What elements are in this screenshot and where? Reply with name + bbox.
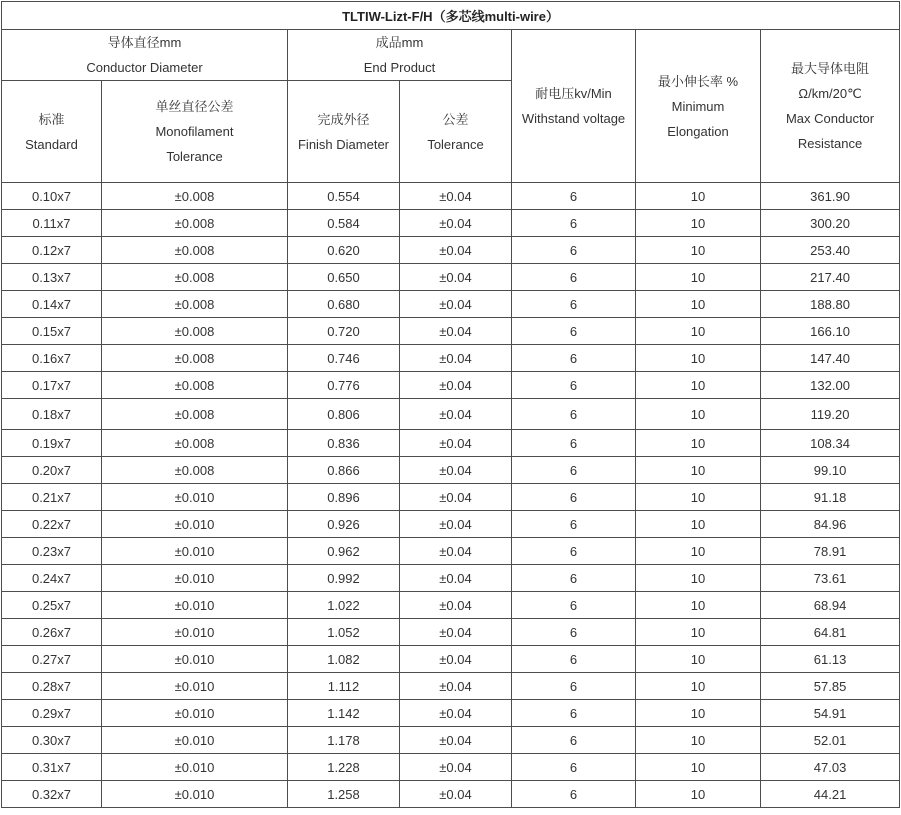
cell-standard: 0.30x7 xyxy=(2,727,102,754)
table-row xyxy=(2,399,900,430)
cell-finish-diameter: 1.082 xyxy=(288,646,400,673)
cell-tolerance: ±0.04 xyxy=(400,565,512,592)
cell-finish-diameter: 0.720 xyxy=(288,318,400,345)
cell-withstand-voltage: 6 xyxy=(512,646,636,673)
cell-withstand-voltage: 6 xyxy=(512,781,636,808)
cell-min-elongation: 10 xyxy=(636,484,761,511)
cell-monofilament-tolerance: ±0.010 xyxy=(102,646,288,673)
cell-finish-diameter: 1.258 xyxy=(288,781,400,808)
cell-finish-diameter: 1.112 xyxy=(288,673,400,700)
header-standard: 标准 Standard xyxy=(2,81,102,183)
header-end-product: 成品mm End Product xyxy=(288,30,512,81)
cell-tolerance: ±0.04 xyxy=(400,399,512,430)
cell-min-elongation: 10 xyxy=(636,673,761,700)
table-row xyxy=(2,673,900,700)
cell-max-resistance: 99.10 xyxy=(761,457,900,484)
cell-finish-diameter: 0.620 xyxy=(288,237,400,264)
table-row xyxy=(2,727,900,754)
cell-monofilament-tolerance: ±0.010 xyxy=(102,754,288,781)
cell-finish-diameter: 0.806 xyxy=(288,399,400,430)
cell-standard: 0.19x7 xyxy=(2,430,102,457)
cell-withstand-voltage: 6 xyxy=(512,673,636,700)
cell-min-elongation: 10 xyxy=(636,399,761,430)
cell-standard: 0.14x7 xyxy=(2,291,102,318)
cell-monofilament-tolerance: ±0.008 xyxy=(102,183,288,210)
table-row xyxy=(2,264,900,291)
cell-standard: 0.31x7 xyxy=(2,754,102,781)
table-body xyxy=(2,183,900,808)
cell-max-resistance: 78.91 xyxy=(761,538,900,565)
cell-standard: 0.15x7 xyxy=(2,318,102,345)
cell-finish-diameter: 1.178 xyxy=(288,727,400,754)
cell-monofilament-tolerance: ±0.008 xyxy=(102,457,288,484)
table-row xyxy=(2,700,900,727)
cell-min-elongation: 10 xyxy=(636,619,761,646)
cell-monofilament-tolerance: ±0.008 xyxy=(102,318,288,345)
cell-monofilament-tolerance: ±0.008 xyxy=(102,291,288,318)
cell-min-elongation: 10 xyxy=(636,318,761,345)
cell-finish-diameter: 1.142 xyxy=(288,700,400,727)
cell-finish-diameter: 1.022 xyxy=(288,592,400,619)
cell-standard: 0.24x7 xyxy=(2,565,102,592)
header-monofilament-tolerance: 单丝直径公差 Monofilament Tolerance xyxy=(102,81,288,183)
cell-max-resistance: 119.20 xyxy=(761,399,900,430)
cell-standard: 0.16x7 xyxy=(2,345,102,372)
cell-max-resistance: 166.10 xyxy=(761,318,900,345)
table-row xyxy=(2,318,900,345)
cell-standard: 0.18x7 xyxy=(2,399,102,430)
cell-tolerance: ±0.04 xyxy=(400,592,512,619)
cell-tolerance: ±0.04 xyxy=(400,372,512,399)
cell-monofilament-tolerance: ±0.010 xyxy=(102,565,288,592)
table-row xyxy=(2,565,900,592)
cell-standard: 0.13x7 xyxy=(2,264,102,291)
cell-tolerance: ±0.04 xyxy=(400,646,512,673)
cell-standard: 0.17x7 xyxy=(2,372,102,399)
cell-max-resistance: 188.80 xyxy=(761,291,900,318)
cell-withstand-voltage: 6 xyxy=(512,565,636,592)
cell-tolerance: ±0.04 xyxy=(400,673,512,700)
cell-finish-diameter: 0.746 xyxy=(288,345,400,372)
cell-withstand-voltage: 6 xyxy=(512,619,636,646)
cell-min-elongation: 10 xyxy=(636,457,761,484)
cell-monofilament-tolerance: ±0.008 xyxy=(102,345,288,372)
cell-monofilament-tolerance: ±0.010 xyxy=(102,484,288,511)
cell-min-elongation: 10 xyxy=(636,700,761,727)
cell-standard: 0.25x7 xyxy=(2,592,102,619)
table-row xyxy=(2,430,900,457)
header-finish-diameter: 完成外径 Finish Diameter xyxy=(288,81,400,183)
cell-withstand-voltage: 6 xyxy=(512,345,636,372)
cell-max-resistance: 47.03 xyxy=(761,754,900,781)
cell-min-elongation: 10 xyxy=(636,781,761,808)
table-row xyxy=(2,457,900,484)
cell-max-resistance: 132.00 xyxy=(761,372,900,399)
cell-withstand-voltage: 6 xyxy=(512,372,636,399)
cell-tolerance: ±0.04 xyxy=(400,210,512,237)
cell-tolerance: ±0.04 xyxy=(400,538,512,565)
cell-min-elongation: 10 xyxy=(636,511,761,538)
cell-monofilament-tolerance: ±0.008 xyxy=(102,210,288,237)
cell-tolerance: ±0.04 xyxy=(400,183,512,210)
cell-monofilament-tolerance: ±0.008 xyxy=(102,372,288,399)
cell-min-elongation: 10 xyxy=(636,565,761,592)
cell-max-resistance: 108.34 xyxy=(761,430,900,457)
cell-finish-diameter: 1.228 xyxy=(288,754,400,781)
header-withstand-voltage: 耐电压kv/Min Withstand voltage xyxy=(512,30,636,183)
cell-monofilament-tolerance: ±0.010 xyxy=(102,673,288,700)
cell-max-resistance: 84.96 xyxy=(761,511,900,538)
cell-standard: 0.12x7 xyxy=(2,237,102,264)
table-row xyxy=(2,754,900,781)
cell-withstand-voltage: 6 xyxy=(512,484,636,511)
cell-monofilament-tolerance: ±0.008 xyxy=(102,430,288,457)
cell-finish-diameter: 0.866 xyxy=(288,457,400,484)
cell-standard: 0.20x7 xyxy=(2,457,102,484)
cell-tolerance: ±0.04 xyxy=(400,484,512,511)
cell-finish-diameter: 0.584 xyxy=(288,210,400,237)
table-row xyxy=(2,183,900,210)
cell-max-resistance: 54.91 xyxy=(761,700,900,727)
cell-monofilament-tolerance: ±0.010 xyxy=(102,700,288,727)
table-row xyxy=(2,372,900,399)
cell-max-resistance: 64.81 xyxy=(761,619,900,646)
header-conductor-diameter: 导体直径mm Conductor Diameter xyxy=(2,30,288,81)
table-row xyxy=(2,484,900,511)
table-row xyxy=(2,592,900,619)
cell-withstand-voltage: 6 xyxy=(512,237,636,264)
cell-standard: 0.10x7 xyxy=(2,183,102,210)
cell-tolerance: ±0.04 xyxy=(400,754,512,781)
table-row xyxy=(2,210,900,237)
cell-min-elongation: 10 xyxy=(636,237,761,264)
header-max-resistance: 最大导体电阻 Ω/km/20℃ Max Conductor Resistance xyxy=(761,30,900,183)
table-row xyxy=(2,237,900,264)
cell-standard: 0.32x7 xyxy=(2,781,102,808)
cell-monofilament-tolerance: ±0.010 xyxy=(102,511,288,538)
cell-monofilament-tolerance: ±0.010 xyxy=(102,781,288,808)
cell-standard: 0.27x7 xyxy=(2,646,102,673)
cell-min-elongation: 10 xyxy=(636,430,761,457)
cell-max-resistance: 300.20 xyxy=(761,210,900,237)
cell-standard: 0.29x7 xyxy=(2,700,102,727)
cell-withstand-voltage: 6 xyxy=(512,399,636,430)
cell-max-resistance: 253.40 xyxy=(761,237,900,264)
cell-monofilament-tolerance: ±0.008 xyxy=(102,399,288,430)
table-row xyxy=(2,511,900,538)
cell-min-elongation: 10 xyxy=(636,646,761,673)
cell-finish-diameter: 0.650 xyxy=(288,264,400,291)
cell-withstand-voltage: 6 xyxy=(512,592,636,619)
cell-finish-diameter: 0.896 xyxy=(288,484,400,511)
cell-withstand-voltage: 6 xyxy=(512,511,636,538)
cell-withstand-voltage: 6 xyxy=(512,210,636,237)
cell-finish-diameter: 0.554 xyxy=(288,183,400,210)
cell-monofilament-tolerance: ±0.008 xyxy=(102,237,288,264)
cell-tolerance: ±0.04 xyxy=(400,727,512,754)
cell-max-resistance: 52.01 xyxy=(761,727,900,754)
cell-standard: 0.21x7 xyxy=(2,484,102,511)
cell-monofilament-tolerance: ±0.010 xyxy=(102,592,288,619)
cell-standard: 0.28x7 xyxy=(2,673,102,700)
cell-tolerance: ±0.04 xyxy=(400,511,512,538)
cell-min-elongation: 10 xyxy=(636,727,761,754)
cell-min-elongation: 10 xyxy=(636,538,761,565)
table-title: TLTIW-Lizt-F/H（多芯线multi-wire） xyxy=(2,2,900,30)
cell-max-resistance: 57.85 xyxy=(761,673,900,700)
cell-monofilament-tolerance: ±0.010 xyxy=(102,727,288,754)
table-row xyxy=(2,781,900,808)
cell-finish-diameter: 1.052 xyxy=(288,619,400,646)
cell-tolerance: ±0.04 xyxy=(400,237,512,264)
header-min-elongation: 最小伸长率 % Minimum Elongation xyxy=(636,30,761,183)
cell-standard: 0.26x7 xyxy=(2,619,102,646)
cell-withstand-voltage: 6 xyxy=(512,183,636,210)
cell-finish-diameter: 0.992 xyxy=(288,565,400,592)
cell-finish-diameter: 0.836 xyxy=(288,430,400,457)
cell-monofilament-tolerance: ±0.008 xyxy=(102,264,288,291)
cell-tolerance: ±0.04 xyxy=(400,700,512,727)
cell-min-elongation: 10 xyxy=(636,372,761,399)
cell-standard: 0.23x7 xyxy=(2,538,102,565)
cell-tolerance: ±0.04 xyxy=(400,318,512,345)
table-row xyxy=(2,291,900,318)
cell-min-elongation: 10 xyxy=(636,291,761,318)
header-tolerance: 公差 Tolerance xyxy=(400,81,512,183)
table-row xyxy=(2,646,900,673)
cell-max-resistance: 44.21 xyxy=(761,781,900,808)
cell-withstand-voltage: 6 xyxy=(512,727,636,754)
cell-max-resistance: 61.13 xyxy=(761,646,900,673)
cell-withstand-voltage: 6 xyxy=(512,264,636,291)
cell-min-elongation: 10 xyxy=(636,264,761,291)
cell-max-resistance: 73.61 xyxy=(761,565,900,592)
table-row xyxy=(2,345,900,372)
cell-standard: 0.11x7 xyxy=(2,210,102,237)
cell-tolerance: ±0.04 xyxy=(400,619,512,646)
cell-standard: 0.22x7 xyxy=(2,511,102,538)
cell-withstand-voltage: 6 xyxy=(512,538,636,565)
cell-monofilament-tolerance: ±0.010 xyxy=(102,538,288,565)
cell-min-elongation: 10 xyxy=(636,210,761,237)
cell-monofilament-tolerance: ±0.010 xyxy=(102,619,288,646)
cell-max-resistance: 361.90 xyxy=(761,183,900,210)
cell-max-resistance: 91.18 xyxy=(761,484,900,511)
cell-min-elongation: 10 xyxy=(636,754,761,781)
cell-min-elongation: 10 xyxy=(636,592,761,619)
cell-tolerance: ±0.04 xyxy=(400,781,512,808)
cell-withstand-voltage: 6 xyxy=(512,754,636,781)
cell-withstand-voltage: 6 xyxy=(512,457,636,484)
cell-max-resistance: 147.40 xyxy=(761,345,900,372)
cell-max-resistance: 217.40 xyxy=(761,264,900,291)
spec-table xyxy=(1,1,900,808)
cell-tolerance: ±0.04 xyxy=(400,291,512,318)
cell-finish-diameter: 0.776 xyxy=(288,372,400,399)
cell-finish-diameter: 0.680 xyxy=(288,291,400,318)
cell-tolerance: ±0.04 xyxy=(400,430,512,457)
table-row xyxy=(2,538,900,565)
cell-min-elongation: 10 xyxy=(636,345,761,372)
cell-withstand-voltage: 6 xyxy=(512,700,636,727)
cell-min-elongation: 10 xyxy=(636,183,761,210)
cell-tolerance: ±0.04 xyxy=(400,264,512,291)
cell-finish-diameter: 0.926 xyxy=(288,511,400,538)
cell-max-resistance: 68.94 xyxy=(761,592,900,619)
cell-withstand-voltage: 6 xyxy=(512,318,636,345)
cell-tolerance: ±0.04 xyxy=(400,457,512,484)
cell-withstand-voltage: 6 xyxy=(512,430,636,457)
cell-withstand-voltage: 6 xyxy=(512,291,636,318)
table-row xyxy=(2,619,900,646)
cell-tolerance: ±0.04 xyxy=(400,345,512,372)
cell-finish-diameter: 0.962 xyxy=(288,538,400,565)
